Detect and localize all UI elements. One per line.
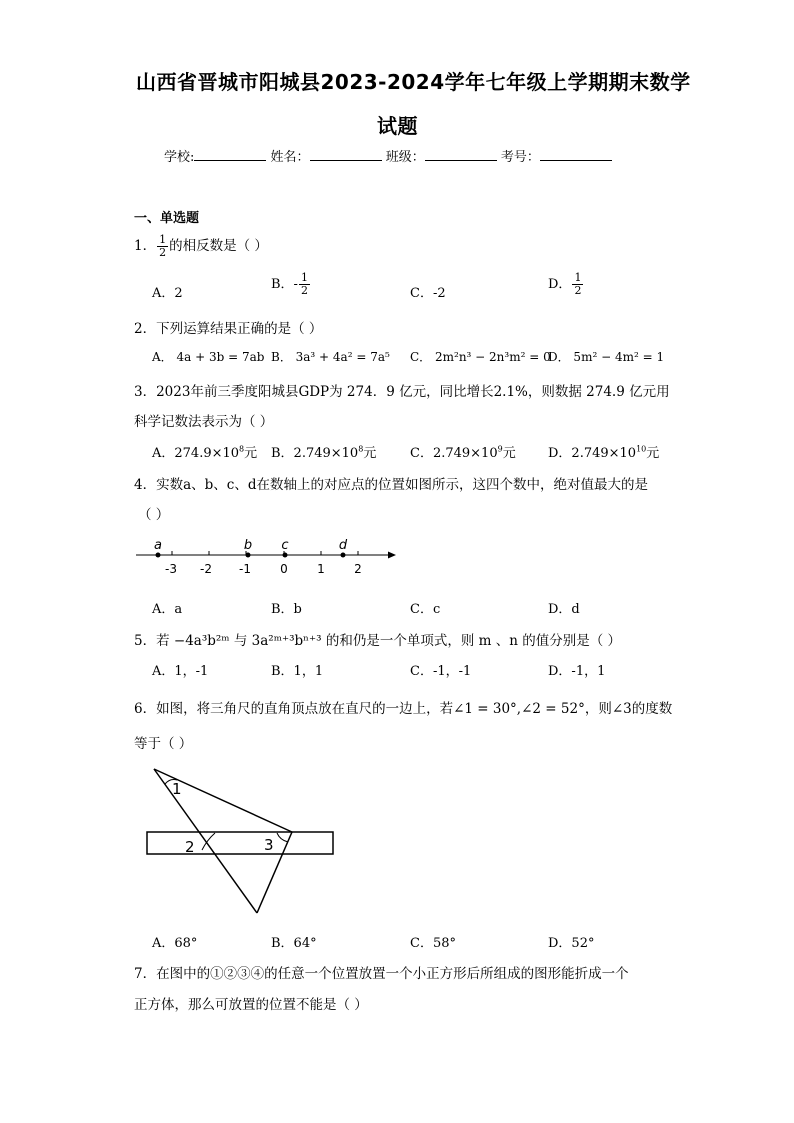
q3-option-c: C．$2.749\times 10^9$元 [410,444,516,461]
q5-option-a: A．1，-1 [152,664,209,679]
question-6-line1: 6．如图，将三角尺的直角顶点放在直尺的一边上，若∠1 = 30°,∠2 = 52°，则∠3的度数 [134,701,673,717]
q6-option-c: C．58° [410,936,456,951]
student-info [164,146,612,165]
q6-option-a: A．68° [152,936,198,951]
question-1 [134,234,268,259]
triangle-ruler-figure [140,762,340,922]
point-label: c [281,538,289,553]
q6-option-b: B．64° [271,936,317,951]
page-title: 山西省晋城市阳城县2023-2024学年七年级上学期期末数学 [136,70,691,94]
school-label: 学校: [164,150,195,165]
ruler [147,832,333,854]
name-field [310,148,382,161]
angle-label: 2 [185,838,195,856]
q5-option-d: D．-1，1 [548,664,606,679]
q4-option-c: C．c [410,602,441,617]
tick-marks [172,551,358,555]
school-field [194,148,266,161]
point-b [246,553,251,558]
q1-option-b: B．- $\frac{1}{2}$ [271,271,308,297]
q3-option-a: A．$274.9\times 10^8$元 [152,444,258,461]
q3-option-d: D．$2.749\times 10^{10}$元 [548,444,660,461]
tick-label: 0 [280,562,288,576]
question-5: 5．若 −4a³b²ᵐ 与 3a²ᵐ⁺³bⁿ⁺³ 的和仍是一个单项式，则 m 、n 的值分别是（ ） [134,633,621,649]
question-2: 2．下列运算结果正确的是（ ） [134,321,323,337]
point-label: d [338,538,348,553]
point-c [283,553,288,558]
class-label: 班级： [385,150,425,165]
point-d [341,553,346,558]
axis-arrow-icon [388,552,396,559]
q1-fraction: $\frac{1}{2}$ [159,233,167,259]
q1-number: 1． [134,238,157,254]
question-6-line2: 等于（ ） [134,736,193,752]
q1-option-d: D． $\frac{1}{2}$ [548,271,582,297]
point-label: a [154,538,162,553]
question-3-line1: 3．2023年前三季度阳城县GDP为 274．9 亿元，同比增长2.1%，则数据 274.9 亿元用 [134,384,670,400]
question-4-line1: 4．实数a、b、c、d在数轴上的对应点的位置如图所示，这四个数中，绝对值最大的是 [134,477,648,493]
q4-option-d: D．d [548,602,580,617]
number-line-figure [130,535,402,580]
q2-option-b: B． 3a³ + 4a² = 7a⁵ [271,350,390,364]
question-3-line2: 科学记数法表示为（ ） [134,414,274,430]
q4-option-b: B．b [271,602,302,617]
q5-option-b: B．1，1 [271,664,324,679]
q3-option-b: B．$2.749\times 10^8$元 [271,444,377,461]
question-7-line1: 7．在图中的①②③④的任意一个位置放置一个小正方形后所组成的图形能折成一个 [134,966,629,982]
q6-option-d: D．52° [548,936,595,951]
class-field [425,148,497,161]
q5-option-c: C．-1，-1 [410,664,472,679]
page-title-line2: 试题 [377,114,418,138]
tick-labels [165,562,362,576]
q1-text: 的相反数是（ ） [169,238,268,254]
tick-label: -1 [239,562,251,576]
question-7-line2: 正方体，那么可放置的位置不能是（ ） [134,997,368,1013]
name-label: 姓名： [270,150,310,165]
angle-label: 3 [264,836,274,854]
section-heading: 一、单选题 [134,211,200,226]
q4-option-a: A．a [152,602,183,617]
tick-label: 2 [354,562,362,576]
exam-no-field [540,148,612,161]
q2-option-d: D． 5m² − 4m² = 1 [548,350,665,364]
point-label: b [243,538,253,553]
angle-label: 1 [172,780,182,798]
exam-no-label: 考号： [500,150,540,165]
q2-option-c: C． 2m²n³ − 2n³m² = 0 [410,350,551,364]
q1-option-a: A．2 [152,286,183,301]
question-4-line2: （ ） [138,507,170,523]
tick-label: -2 [200,562,212,576]
q2-option-a: A． 4a + 3b = 7ab [152,350,265,364]
tick-label: 1 [317,562,325,576]
point-a [156,553,161,558]
q1-option-c: C．-2 [410,286,446,301]
tick-label: -3 [165,562,177,576]
